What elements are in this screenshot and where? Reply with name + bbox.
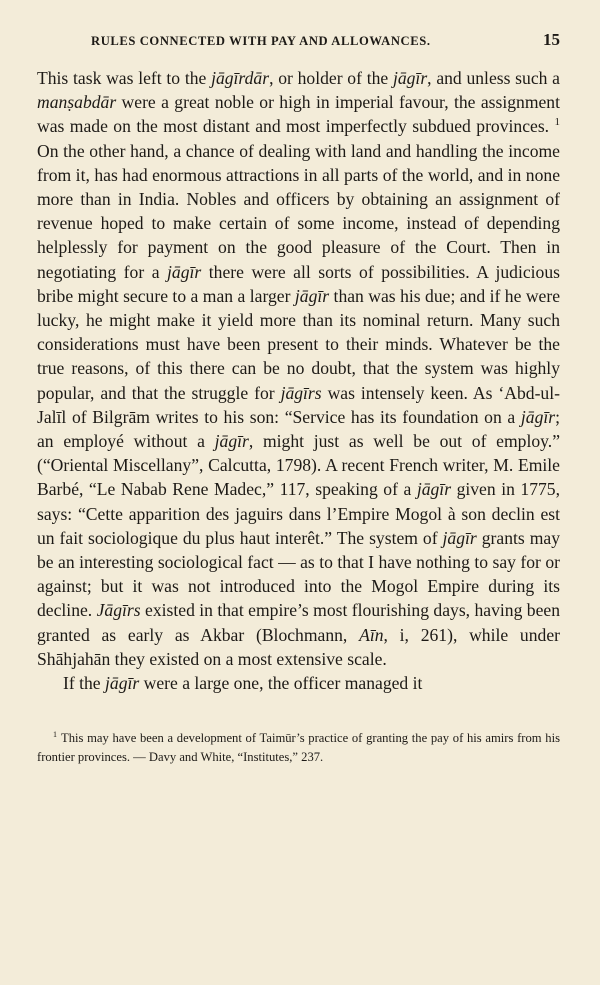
text-run: , i, 261), while under Shāhjahān they existed on a most extensive scale. xyxy=(37,624,560,669)
term-jagir: jāgīr xyxy=(416,479,452,500)
term-jagirs: Jāgīrs xyxy=(96,600,141,621)
term-jagirdar: jāgīrdār xyxy=(211,68,270,88)
text-run: If the xyxy=(63,673,106,694)
term-jagir: jāgīr xyxy=(520,406,556,427)
text-run: given in 1775, says: “Cette apparition des jaguirs dans l’Empire Mogol à son declin est un fait sociologique du plus haut interêt.” The system of xyxy=(37,479,560,548)
body-text xyxy=(37,66,560,695)
footnote-mark: 1 xyxy=(53,730,57,740)
term-jagir: jāgīr xyxy=(392,68,428,88)
term-mansabdar: manṣabdār xyxy=(37,92,117,113)
term-ain: Aīn xyxy=(359,624,384,645)
term-jagir: jāgīr xyxy=(167,261,202,282)
text-run: This task was left to the xyxy=(37,68,212,88)
running-head xyxy=(37,30,560,60)
text-run: there were all sorts of possibilities. A judicious bribe might secure to a man a larger xyxy=(37,261,560,306)
text-run: , and unless such a xyxy=(427,68,560,88)
text-run: was intensely keen. As ‘Abd-ul-Jalīl of Bilgrām writes to his son: “Service has its foundation on a xyxy=(37,382,560,427)
text-run: were a large one, the officer managed it xyxy=(139,673,423,694)
text-run: existed in that empire’s most flourishing days, having been granted as early as Akbar (Blochmann, xyxy=(37,600,561,645)
paragraph-2 xyxy=(37,671,560,695)
footnote xyxy=(37,729,560,767)
footnote-text: This may have been a development of Taimūr’s practice of granting the pay of his amirs from his frontier provinces. — Davy and White, “Institutes,” 237. xyxy=(37,731,560,765)
text-run: were a great noble or high in imperial favour, the assignment was made on the most distant and most imperfectly subdued provinces. xyxy=(37,92,560,137)
text-run: , might just as well be out of employ.” (“Oriental Miscellany”, Calcutta, 1798). A recent French writer, M. Emile Barbé, “Le Nabab Rene Madec,” 117, speaking of a xyxy=(37,431,560,500)
term-jagir: jāgīr xyxy=(105,673,140,694)
text-run: ; an employé without a xyxy=(37,406,560,452)
running-title: RULES CONNECTED WITH PAY AND ALLOWANCES. xyxy=(91,34,431,48)
text-run: , or holder of the xyxy=(269,68,393,88)
page-number: 15 xyxy=(543,30,560,49)
term-jagirs: jāgīrs xyxy=(280,382,322,403)
footnote-reference: 1 xyxy=(554,116,560,129)
text-run: than was his due; and if he were lucky, he might make it yield more than its nominal return. Many such considerations must have been present to their minds. Whatever be the true reasons, of this there can be no doubt, that the system was highly popular, and that the struggle for xyxy=(37,285,560,403)
term-jagir: jāgīr xyxy=(214,431,249,452)
text-run: grants may be an interesting sociological fact — as to that I have nothing to say for or against; but it was not introduced into the Mogol Empire during its decline. xyxy=(37,527,560,621)
term-jagir: jāgīr xyxy=(442,527,477,548)
term-jagir: jāgīr xyxy=(294,285,330,306)
paragraph-1 xyxy=(37,66,560,671)
text-run: On the other hand, a chance of dealing with land and handling the income from it, has had enormous attractions in all parts of the world, and in none more than in India. Nobles and officers by obtaining an assignment of revenue hoped to make certain of some income, instead of depending helplessly for payment on the good pleasure of the Court. Then in negotiating for a xyxy=(37,140,560,282)
